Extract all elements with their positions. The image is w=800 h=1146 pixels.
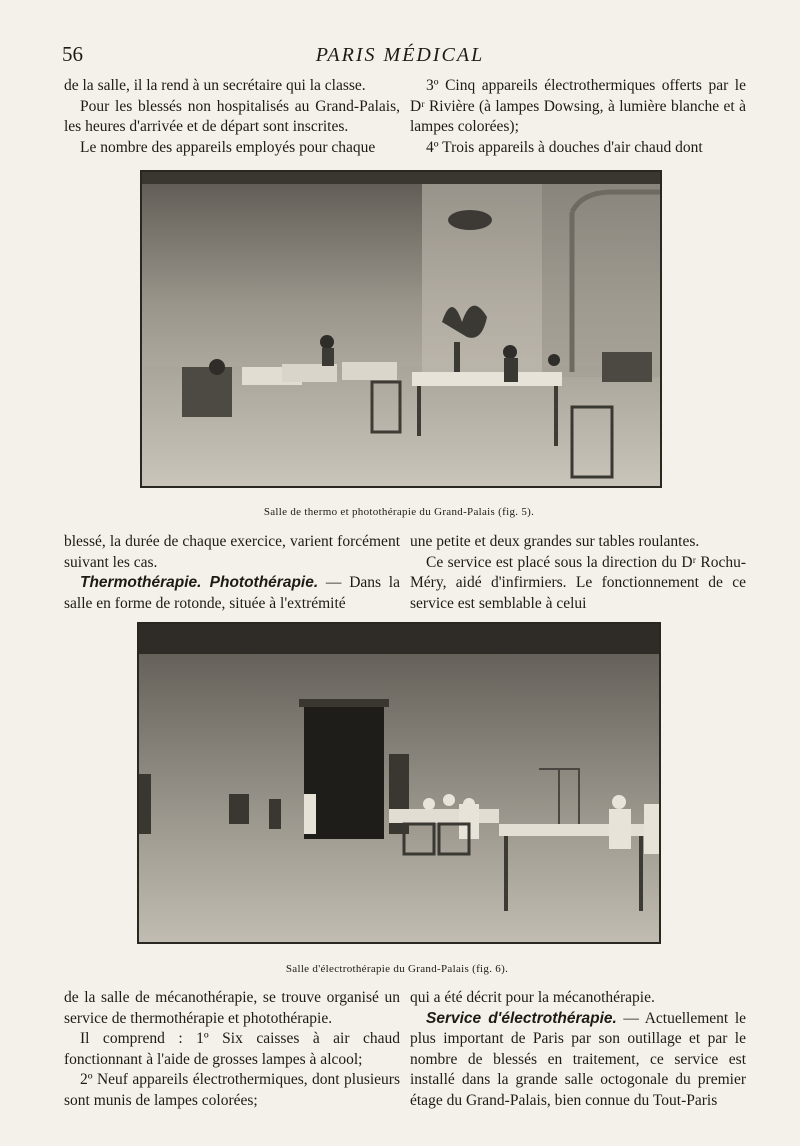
paragraph: 4º Trois appareils à douches d'air chaud dont xyxy=(426,138,703,156)
middle-right-column xyxy=(410,532,746,614)
page-number: 56 xyxy=(62,42,83,66)
paragraph-text: — Actuellement le plus important de Paris par son outillage et par le nombre de blessés en traitement, ce service est installé dans la grande salle octogonale du premier étage du Grand-Palais, bien connue du Tout-Paris xyxy=(410,1009,747,1109)
section-heading: Service d'électrothérapie. xyxy=(426,1009,617,1027)
paragraph: une petite et deux grandes sur tables roulantes. xyxy=(410,533,700,550)
figure-caption: Salle d'électrothérapie du Grand-Palais (fig. 6). xyxy=(285,963,509,975)
photo-thermo-phototherapy-room xyxy=(140,170,662,488)
paragraph xyxy=(64,573,400,614)
photo-illustration xyxy=(139,624,659,942)
photo-electrotherapy-room xyxy=(137,622,661,944)
section-heading: Thermothérapie. Photothérapie. xyxy=(80,574,319,591)
paragraph: Pour les blessés non hospitalisés au Grand-Palais, les heures d'arrivée et de départ sont inscrites. xyxy=(64,97,400,135)
paragraph: qui a été décrit pour la mécanothérapie. xyxy=(410,989,655,1006)
paragraph: de la salle de mécanothérapie, se trouve organisé un service de thermothérapie et photothérapie. xyxy=(64,989,400,1027)
bottom-right-column xyxy=(410,988,746,1111)
page-header xyxy=(62,42,738,70)
top-left-column xyxy=(64,76,400,158)
bottom-left-column xyxy=(64,988,400,1111)
paragraph xyxy=(410,1009,746,1112)
photo-illustration xyxy=(142,172,660,486)
paragraph: blessé, la durée de chaque exercice, varient forcément suivant les cas. xyxy=(64,533,400,571)
paragraph: 3º Cinq appareils électrothermiques offerts par le Dʳ Rivière (à lampes Dowsing, à lumière blanche et à lampes colorées); xyxy=(410,77,746,135)
paragraph-text: — Dans la salle en forme de rotonde, située à l'extrémité xyxy=(64,574,400,612)
middle-left-column xyxy=(64,532,400,614)
paragraph: 2º Neuf appareils électrothermiques, dont plusieurs sont munis de lampes colorées; xyxy=(64,1071,400,1109)
paragraph: Ce service est placé sous la direction du Dʳ Rochu-Méry, aidé d'infirmiers. Le fonctionnement de ce service est semblable à celui xyxy=(410,553,746,612)
figure-caption: Salle de thermo et photothérapie du Grand-Palais (fig. 5). xyxy=(263,506,535,518)
paragraph: Le nombre des appareils employés pour chaque xyxy=(80,138,376,156)
paragraph: de la salle, il la rend à un secrétaire qui la classe. xyxy=(64,77,366,94)
top-right-column xyxy=(410,76,746,158)
paragraph: Il comprend : 1º Six caisses à air chaud fonctionnant à l'aide de grosses lampes à alcool; xyxy=(64,1030,400,1068)
journal-title: PARIS MÉDICAL xyxy=(315,44,485,66)
